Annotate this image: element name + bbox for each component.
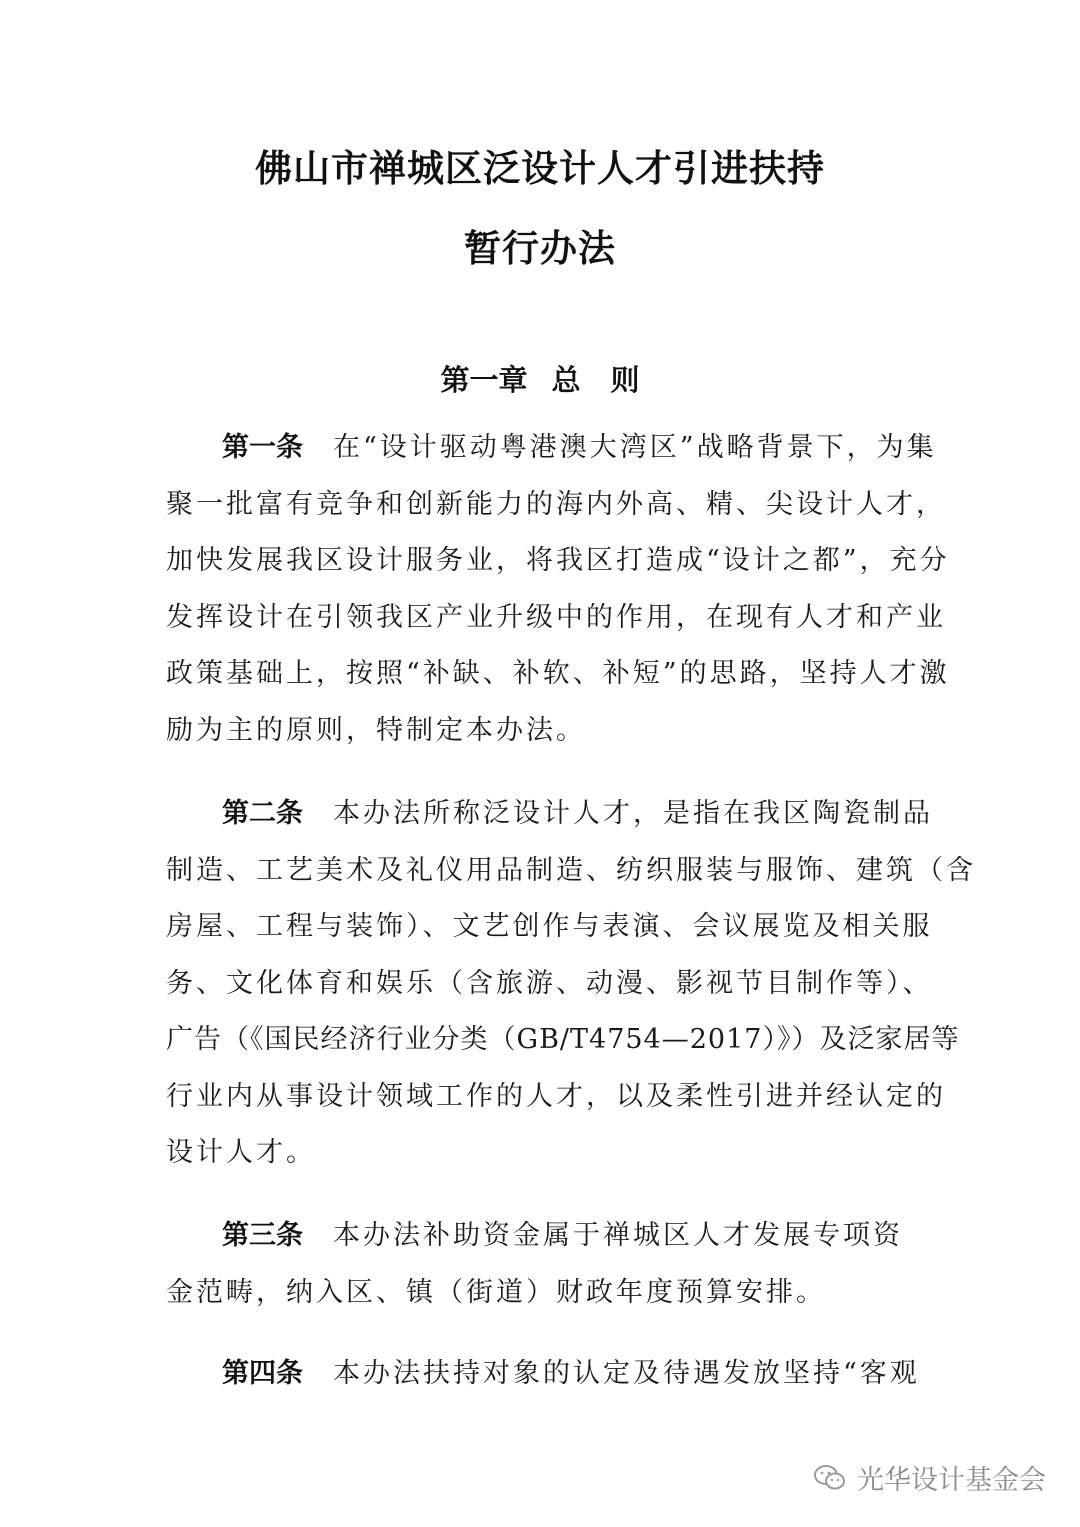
watermark-text: 光华设计基金会 — [857, 1465, 1046, 1496]
article-line — [166, 420, 937, 477]
document-title-line-1: 佛山市禅城区泛设计人才引进扶持 — [255, 147, 825, 190]
article-line: 房屋、工程与装饰）、文艺创作与表演、会议展览及相关服 — [166, 911, 933, 942]
article-line: 政策基础上，按照“补缺、补软、补短”的思路，坚持人才激 — [166, 658, 950, 689]
article-text: 本办法补助资金属于禅城区人才发展专项资 — [333, 1220, 903, 1251]
article-line: 励为主的原则，特制定本办法。 — [166, 714, 586, 746]
wechat-icon — [813, 1463, 847, 1493]
watermark — [813, 1458, 1046, 1497]
article-line: 制造、工艺美术及礼仪用品制造、纺织服装与服饰、建筑（含 — [166, 854, 976, 886]
article-heading: 第二条 — [222, 798, 303, 829]
article-line: 广告（《国民经济行业分类（GB/T4754—2017）》）及泛家居等 — [166, 1024, 960, 1055]
article-heading: 第三条 — [222, 1220, 303, 1251]
article-line: 务、文化体育和娱乐（含旅游、动漫、影视节目制作等）、 — [166, 967, 933, 999]
article-line: 设计人才。 — [166, 1137, 316, 1168]
article-line — [166, 786, 933, 843]
article-line: 金范畴，纳入区、镇（街道）财政年度预算安排。 — [166, 1276, 826, 1308]
chapter-number: 第一章 — [440, 363, 528, 397]
article-text: 本办法所称泛设计人才，是指在我区陶瓷制品 — [333, 798, 933, 829]
article-line — [166, 1346, 920, 1403]
article-line: 聚一批富有竞争和创新能力的海内外高、精、尖设计人才， — [166, 488, 946, 520]
article-1 — [166, 420, 950, 759]
chapter-heading — [0, 358, 1080, 399]
article-2 — [166, 786, 976, 1182]
article-line — [166, 1208, 916, 1265]
article-text: 本办法扶持对象的认定及待遇发放坚持“客观 — [333, 1358, 920, 1389]
chapter-name-part-2: 则 — [610, 363, 640, 397]
article-line: 加快发展我区设计服务业，将我区打造成“设计之都”，充分 — [166, 545, 950, 576]
document-title-line-2: 暂行办法 — [464, 227, 616, 270]
article-line: 行业内从事设计领域工作的人才，以及柔性引进并经认定的 — [166, 1080, 946, 1112]
article-text: 在“设计驱动粤港澳大湾区”战略背景下，为集 — [333, 432, 937, 463]
article-line: 发挥设计在引领我区产业升级中的作用，在现有人才和产业 — [166, 601, 946, 633]
article-4 — [166, 1346, 920, 1403]
article-heading: 第一条 — [222, 432, 303, 463]
article-3 — [166, 1208, 916, 1321]
chapter-name-part-1: 总 — [551, 363, 581, 397]
article-heading: 第四条 — [222, 1358, 303, 1389]
